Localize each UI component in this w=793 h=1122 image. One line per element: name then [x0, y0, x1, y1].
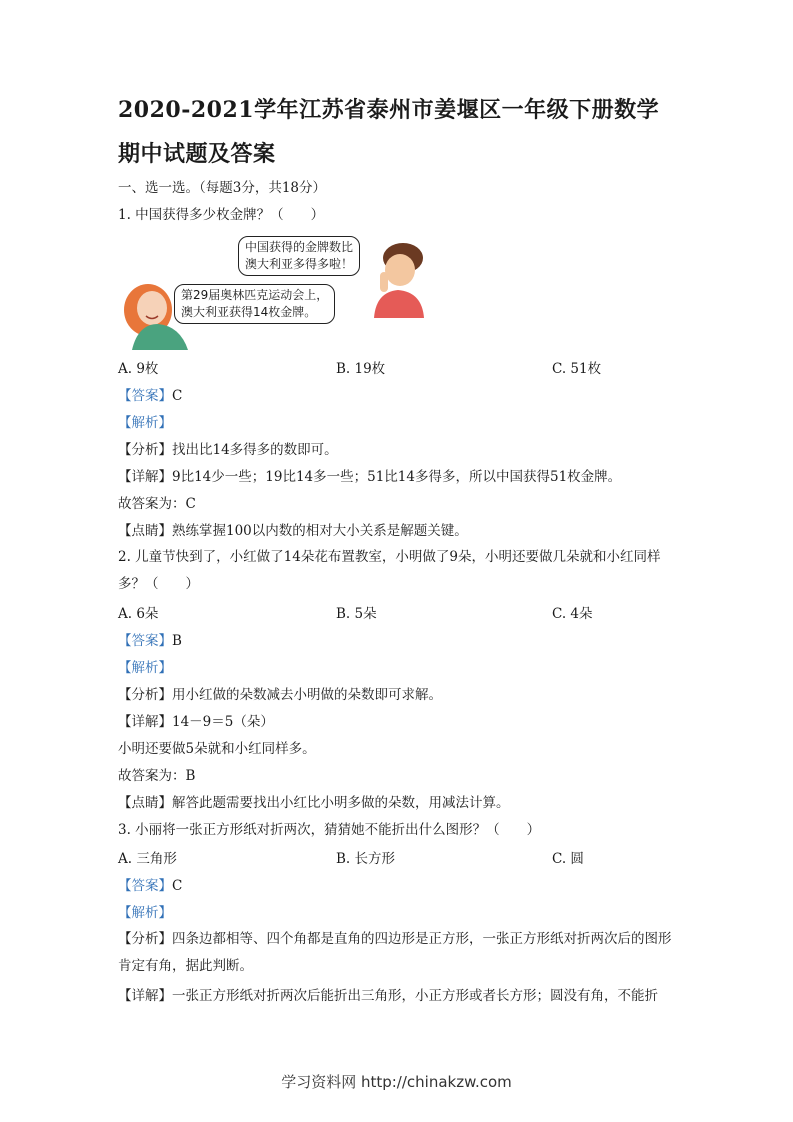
- xiangjie-tag: 【详解】: [118, 469, 172, 485]
- question-1: 1. 中国获得多少枚金牌？（ ）: [118, 207, 325, 223]
- girl-speech-line-2: 澳大利亚获得14枚金牌。: [181, 305, 317, 319]
- analysis-tag: 【解析】: [118, 905, 172, 921]
- girl-speech-bubble: [174, 284, 335, 324]
- q3-answer: [118, 876, 182, 896]
- q1-fenxi: [118, 440, 338, 460]
- q1-final-answer: 故答案为：C: [118, 496, 196, 512]
- q3-fenxi: [118, 926, 678, 980]
- answer-value: C: [172, 878, 183, 894]
- question-2: 2. 儿童节快到了，小红做了14朵花布置教室，小明做了9朵，小明还要做几朵就和小红同样多？（ ）: [118, 549, 661, 592]
- boy-speech-line-1: 中国获得的金牌数比: [245, 240, 354, 254]
- girl-speech-line-1: 第29届奥林匹克运动会上，: [181, 288, 329, 302]
- q3-option-a: A. 三角形: [118, 851, 177, 867]
- q2-dianjing: [118, 793, 510, 813]
- analysis-tag: 【解析】: [118, 415, 172, 431]
- q1-dianjing: [118, 521, 468, 541]
- q2-xiangjie: [118, 712, 274, 732]
- answer-tag: 【答案】: [118, 633, 172, 649]
- answer-tag: 【答案】: [118, 388, 172, 404]
- q2-option-a: A. 6朵: [118, 606, 159, 622]
- q1-option-c: C. 51枚: [552, 361, 602, 377]
- dianjing-text: 解答此题需要找出小红比小明多做的朵数，用减法计算。: [172, 795, 510, 811]
- q2-result-line: 小明还要做5朵就和小红同样多。: [118, 741, 316, 757]
- dianjing-text: 熟练掌握100以内数的相对大小关系是解题关键。: [172, 523, 468, 539]
- q2-final-answer: 故答案为：B: [118, 768, 196, 784]
- q3-xiangjie: [118, 986, 658, 1006]
- q1-answer: [118, 386, 182, 406]
- dianjing-tag: 【点睛】: [118, 523, 172, 539]
- q1-option-a: A. 9枚: [118, 361, 159, 377]
- document-title: 2020-2021学年江苏省泰州市姜堰区一年级下册数学期中试题及答案: [118, 97, 660, 167]
- fenxi-tag: 【分析】: [118, 687, 172, 703]
- xiangjie-text: 9比14少一些；19比14多一些；51比14多得多，所以中国获得51枚金牌。: [172, 469, 622, 485]
- xiangjie-tag: 【详解】: [118, 714, 172, 730]
- xiangjie-text: 14－9＝5（朵）: [172, 714, 274, 730]
- page-footer: 学习资料网 http://chinakzw.com: [281, 1073, 512, 1091]
- section-heading: 一、选一选。（每题3分，共18分）: [118, 180, 327, 196]
- q2-fenxi: [118, 685, 442, 705]
- q3-option-c: C. 圆: [552, 851, 584, 867]
- boy-speech-line-2: 澳大利亚多得多啦！: [245, 257, 354, 271]
- boy-speech-bubble: [238, 236, 360, 276]
- xiangjie-tag: 【详解】: [118, 988, 172, 1004]
- q2-answer: [118, 631, 182, 651]
- q2-option-c: C. 4朵: [552, 606, 593, 622]
- fenxi-tag: 【分析】: [118, 442, 172, 458]
- q2-analysis-heading: [118, 658, 172, 678]
- question-3: 3. 小丽将一张正方形纸对折两次，猜猜她不能折出什么图形？（ ）: [118, 822, 541, 838]
- q1-xiangjie: [118, 467, 621, 487]
- q1-option-b: B. 19枚: [336, 361, 386, 377]
- fenxi-text: 四条边都相等、四个角都是直角的四边形是正方形，一张正方形纸对折两次后的图形肯定有角，据此判断。: [118, 931, 672, 974]
- fenxi-tag: 【分析】: [118, 931, 172, 947]
- analysis-tag: 【解析】: [118, 660, 172, 676]
- q2-option-b: B. 5朵: [336, 606, 377, 622]
- dianjing-tag: 【点睛】: [118, 795, 172, 811]
- answer-value: B: [172, 633, 182, 649]
- answer-value: C: [172, 388, 183, 404]
- fenxi-text: 用小红做的朵数减去小明做的朵数即可求解。: [172, 687, 442, 703]
- fenxi-text: 找出比14多得多的数即可。: [172, 442, 338, 458]
- xiangjie-text: 一张正方形纸对折两次后能折出三角形，小正方形或者长方形；圆没有角，不能折: [172, 988, 658, 1004]
- q1-analysis-heading: [118, 413, 172, 433]
- q3-analysis-heading: [118, 903, 172, 923]
- answer-tag: 【答案】: [118, 878, 172, 894]
- q3-option-b: B. 长方形: [336, 851, 396, 867]
